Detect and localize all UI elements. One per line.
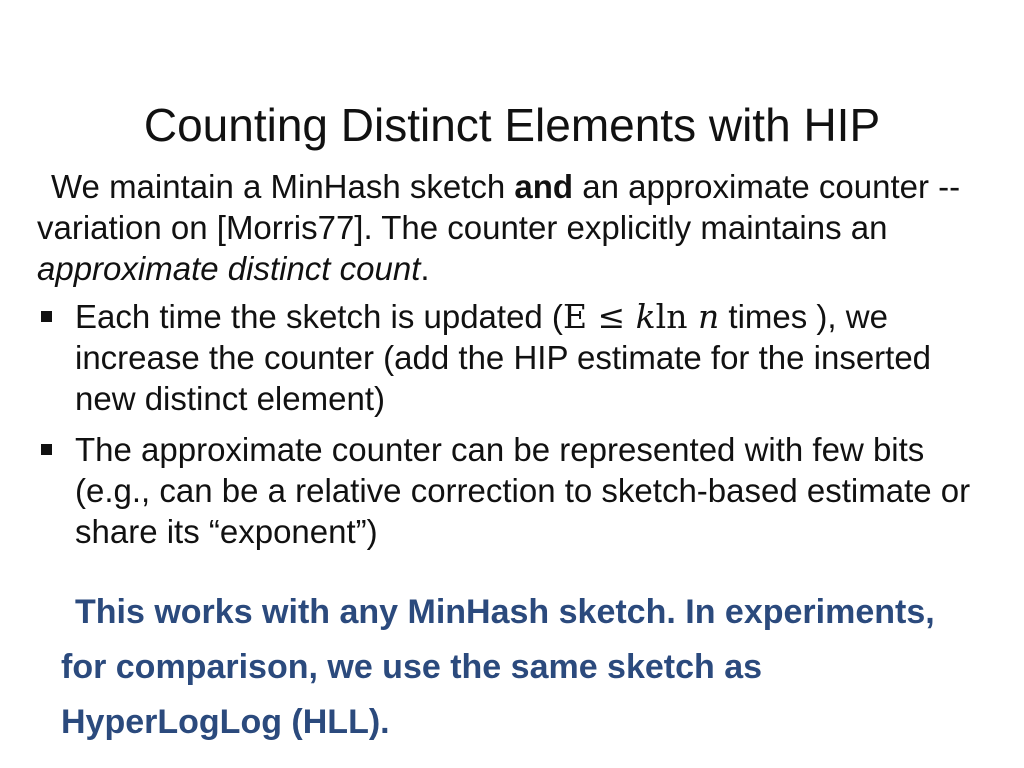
slide-body xyxy=(37,166,987,562)
slide-title: Counting Distinct Elements with HIP xyxy=(143,98,881,151)
intro-italic-count: approximate distinct count xyxy=(37,250,421,287)
math-expression xyxy=(563,297,719,336)
bullet-text-after-math: times ), we increase the counter (add the HIP estimate for the inserted new distinct element) xyxy=(75,298,932,417)
math-ln: ln xyxy=(655,297,688,336)
bullet-text: The approximate counter can be represented with few bits (e.g., can be a relative correction to sketch-based estimate or share its “exponent”) xyxy=(75,431,971,550)
square-bullet-icon xyxy=(41,311,52,322)
intro-bold-and: and xyxy=(514,168,574,205)
bullet-item-counter-bits xyxy=(37,429,987,552)
math-e: E xyxy=(562,297,588,336)
math-leq: ≤ xyxy=(587,297,636,336)
intro-paragraph xyxy=(37,166,987,289)
highlight-note xyxy=(61,585,981,750)
intro-text-2: an approximate counter -- variation on [Morris77]. The counter explicitly maintains an xyxy=(37,168,961,246)
math-n: n xyxy=(697,297,720,336)
bullet-text-before-math: Each time the sketch is updated ( xyxy=(75,298,563,335)
math-k: k xyxy=(635,297,656,336)
bullet-item-update xyxy=(37,296,987,419)
square-bullet-icon xyxy=(41,444,52,455)
highlight-text: This works with any MinHash sketch. In experiments, for comparison, we use the same sketch as HyperLogLog (HLL). xyxy=(61,593,935,741)
bullet-list xyxy=(37,296,987,552)
intro-text-3: . xyxy=(420,250,430,287)
intro-text-1: We maintain a MinHash sketch xyxy=(51,168,515,205)
